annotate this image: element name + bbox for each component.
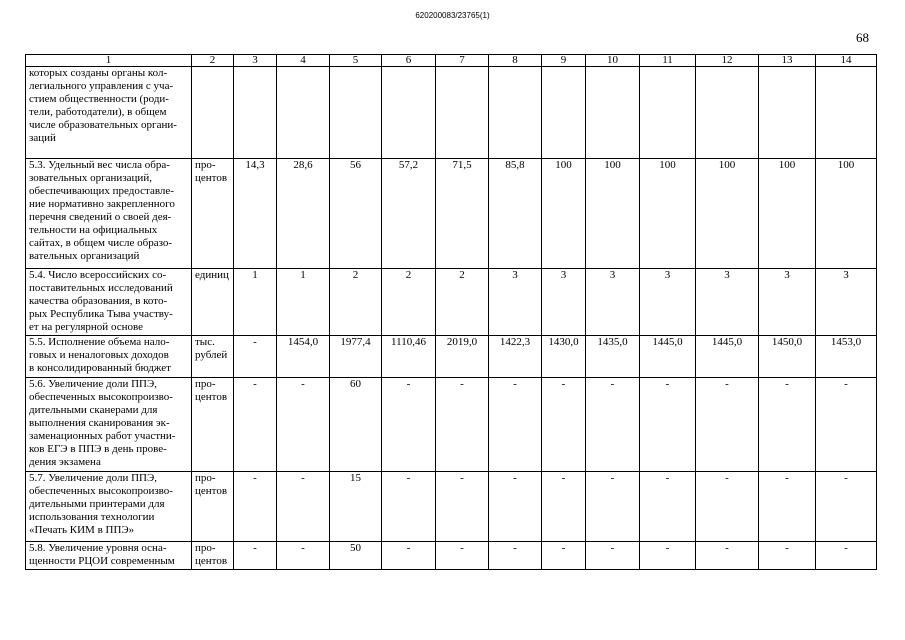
value-cell: 85,8: [489, 159, 542, 269]
value-cell: -: [816, 378, 877, 472]
value-cell: 100: [696, 159, 759, 269]
value-cell: 100: [816, 159, 877, 269]
column-header: 13: [759, 55, 816, 67]
value-cell: 28,6: [277, 159, 330, 269]
document-id: 620200083/23765(1): [415, 11, 490, 20]
column-header: 9: [542, 55, 586, 67]
value-cell: 2019,0: [436, 336, 489, 378]
column-header: 7: [436, 55, 489, 67]
indicator-name-line: вательных организаций: [29, 250, 140, 262]
indicator-name-line: сайтах, в общем числе образо-: [29, 237, 173, 249]
unit-cell: [192, 378, 234, 472]
indicator-name-line: щенности РЦОИ современным: [29, 555, 175, 567]
value-cell: 1: [234, 269, 277, 336]
value-cell: -: [586, 378, 640, 472]
value-cell: [277, 67, 330, 159]
indicator-name-cell: [26, 336, 192, 378]
indicator-name-line: «Печать КИМ в ППЭ»: [29, 524, 135, 536]
value-cell: [640, 67, 696, 159]
unit-cell: [192, 67, 234, 159]
value-cell: -: [640, 472, 696, 542]
value-cell: 1453,0: [816, 336, 877, 378]
unit-line: центов: [195, 391, 228, 403]
indicator-name-line: обеспеченных высокопроизво-: [29, 391, 173, 403]
indicator-name-line: использования технологии: [29, 511, 155, 523]
value-cell: -: [542, 542, 586, 570]
value-cell: 15: [330, 472, 382, 542]
column-header: 3: [234, 55, 277, 67]
unit-cell: [192, 269, 234, 336]
value-cell: -: [234, 542, 277, 570]
value-cell: -: [234, 378, 277, 472]
value-cell: 1422,3: [489, 336, 542, 378]
indicator-name-line: зовательных организаций,: [29, 172, 152, 184]
value-cell: 57,2: [382, 159, 436, 269]
unit-cell: [192, 472, 234, 542]
indicator-name-line: дительными принтерами для: [29, 498, 165, 510]
indicator-name-cell: [26, 472, 192, 542]
value-cell: -: [759, 472, 816, 542]
value-cell: 1: [277, 269, 330, 336]
indicator-name-line: 5.5. Исполнение объема нало-: [29, 336, 170, 348]
indicator-name-cell: [26, 542, 192, 570]
value-cell: 3: [489, 269, 542, 336]
value-cell: -: [816, 542, 877, 570]
unit-line: про-: [195, 378, 216, 390]
column-header: 14: [816, 55, 877, 67]
indicator-name-line: 5.4. Число всероссийских со-: [29, 269, 167, 281]
value-cell: -: [489, 472, 542, 542]
indicator-table: [25, 54, 877, 570]
unit-line: тыс.: [195, 336, 215, 348]
value-cell: [489, 67, 542, 159]
value-cell: -: [436, 378, 489, 472]
value-cell: 14,3: [234, 159, 277, 269]
table-row: [26, 542, 877, 570]
indicator-name-line: дения экзамена: [29, 456, 101, 468]
value-cell: -: [489, 378, 542, 472]
value-cell: [330, 67, 382, 159]
value-cell: -: [586, 472, 640, 542]
value-cell: 1110,46: [382, 336, 436, 378]
value-cell: 60: [330, 378, 382, 472]
value-cell: -: [234, 336, 277, 378]
value-cell: [542, 67, 586, 159]
column-header: 4: [277, 55, 330, 67]
value-cell: 1430,0: [542, 336, 586, 378]
indicator-name-line: обеспечивающих предоставле-: [29, 185, 174, 197]
unit-line: про-: [195, 472, 216, 484]
table-body: [26, 55, 877, 570]
value-cell: 1454,0: [277, 336, 330, 378]
value-cell: 71,5: [436, 159, 489, 269]
value-cell: 3: [640, 269, 696, 336]
value-cell: [816, 67, 877, 159]
column-header: 10: [586, 55, 640, 67]
value-cell: -: [640, 542, 696, 570]
value-cell: -: [436, 472, 489, 542]
value-cell: -: [382, 542, 436, 570]
value-cell: -: [542, 472, 586, 542]
table-row: [26, 67, 877, 159]
value-cell: -: [816, 472, 877, 542]
indicator-name-line: заменационных работ участни-: [29, 430, 176, 442]
column-number-row: [26, 55, 877, 67]
column-header: 8: [489, 55, 542, 67]
value-cell: -: [640, 378, 696, 472]
value-cell: 3: [586, 269, 640, 336]
value-cell: [436, 67, 489, 159]
column-header: 6: [382, 55, 436, 67]
value-cell: -: [759, 542, 816, 570]
value-cell: -: [759, 378, 816, 472]
value-cell: 2: [382, 269, 436, 336]
indicator-name-line: обеспеченных высокопроизво-: [29, 485, 173, 497]
unit-line: рублей: [195, 349, 228, 361]
value-cell: 1450,0: [759, 336, 816, 378]
indicator-name-line: поставительных исследований: [29, 282, 173, 294]
value-cell: 1445,0: [640, 336, 696, 378]
indicator-name-line: ков ЕГЭ в ППЭ в день прове-: [29, 443, 167, 455]
unit-line: про-: [195, 542, 216, 554]
value-cell: 100: [542, 159, 586, 269]
indicator-name-line: в консолидированный бюджет: [29, 362, 171, 374]
value-cell: -: [382, 472, 436, 542]
indicator-name-line: выполнения сканирования эк-: [29, 417, 170, 429]
indicator-name-line: которых созданы органы кол-: [29, 67, 168, 79]
indicator-name-line: тели, работодатели), в общем: [29, 106, 167, 118]
indicator-name-line: говых и неналоговых доходов: [29, 349, 169, 361]
indicator-name-line: ние нормативно закрепленного: [29, 198, 175, 210]
page-number: 68: [856, 30, 869, 45]
indicator-name-line: ет на регулярной основе: [29, 321, 143, 333]
value-cell: 1977,4: [330, 336, 382, 378]
value-cell: -: [382, 378, 436, 472]
value-cell: -: [696, 378, 759, 472]
indicator-name-line: тельности на официальных: [29, 224, 158, 236]
unit-line: центов: [195, 555, 228, 567]
value-cell: -: [696, 472, 759, 542]
unit-line: центов: [195, 172, 228, 184]
value-cell: [586, 67, 640, 159]
value-cell: [759, 67, 816, 159]
value-cell: -: [696, 542, 759, 570]
value-cell: 1435,0: [586, 336, 640, 378]
column-header: 5: [330, 55, 382, 67]
indicator-name-cell: [26, 269, 192, 336]
value-cell: 3: [759, 269, 816, 336]
value-cell: -: [542, 378, 586, 472]
value-cell: -: [277, 378, 330, 472]
value-cell: 1445,0: [696, 336, 759, 378]
unit-line: единиц: [195, 269, 229, 281]
indicator-name-line: легиального управления с уча-: [29, 80, 174, 92]
indicator-name-cell: [26, 67, 192, 159]
value-cell: 3: [816, 269, 877, 336]
table-row: [26, 378, 877, 472]
value-cell: 50: [330, 542, 382, 570]
indicator-name-line: дительными сканерами для: [29, 404, 158, 416]
column-header: 11: [640, 55, 696, 67]
value-cell: -: [277, 472, 330, 542]
indicator-name-cell: [26, 378, 192, 472]
column-header: 2: [192, 55, 234, 67]
value-cell: 2: [436, 269, 489, 336]
indicator-name-line: 5.6. Увеличение доли ППЭ,: [29, 378, 157, 390]
indicator-name-line: 5.3. Удельный вес числа обра-: [29, 159, 170, 171]
value-cell: 100: [640, 159, 696, 269]
value-cell: 100: [586, 159, 640, 269]
value-cell: -: [586, 542, 640, 570]
indicator-name-line: 5.8. Увеличение уровня осна-: [29, 542, 167, 554]
unit-cell: [192, 159, 234, 269]
value-cell: 3: [542, 269, 586, 336]
value-cell: 2: [330, 269, 382, 336]
indicator-name-cell: [26, 159, 192, 269]
value-cell: -: [489, 542, 542, 570]
value-cell: -: [277, 542, 330, 570]
column-header: 12: [696, 55, 759, 67]
indicator-name-line: числе образовательных органи-: [29, 119, 177, 131]
indicator-name-line: перечня сведений о своей дея-: [29, 211, 172, 223]
value-cell: [382, 67, 436, 159]
column-header: 1: [26, 55, 192, 67]
unit-line: про-: [195, 159, 216, 171]
table-row: [26, 472, 877, 542]
value-cell: -: [234, 472, 277, 542]
indicator-name-line: 5.7. Увеличение доли ППЭ,: [29, 472, 157, 484]
table-row: [26, 336, 877, 378]
value-cell: 100: [759, 159, 816, 269]
indicator-name-line: заций: [29, 132, 56, 144]
table-row: [26, 269, 877, 336]
indicator-name-line: рых Республика Тыва участву-: [29, 308, 173, 320]
indicator-name-line: стием общественности (роди-: [29, 93, 169, 105]
indicator-name-line: качества образования, в кото-: [29, 295, 168, 307]
value-cell: 56: [330, 159, 382, 269]
value-cell: -: [436, 542, 489, 570]
unit-line: центов: [195, 485, 228, 497]
unit-cell: [192, 542, 234, 570]
value-cell: [696, 67, 759, 159]
table-row: [26, 159, 877, 269]
unit-cell: [192, 336, 234, 378]
value-cell: 3: [696, 269, 759, 336]
value-cell: [234, 67, 277, 159]
